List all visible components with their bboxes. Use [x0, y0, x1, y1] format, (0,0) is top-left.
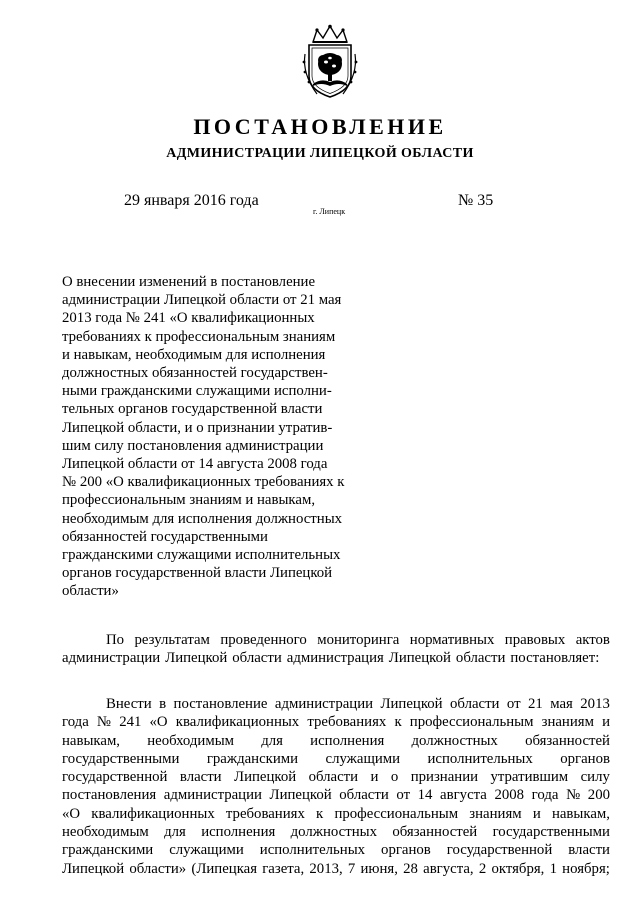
paragraph-line: администрации Липецкой области администрация Липецкой области постановляет: [62, 650, 600, 667]
document-date: 29 января 2016 года [124, 192, 259, 209]
subject-line: органов государственной власти Липецкой [62, 565, 333, 582]
subject-line: администрации Липецкой области от 21 мая [62, 292, 342, 309]
paragraph-line: Липецкой области» (Липецкая газета, 2013, 7 июня, 28 августа, 2 октября, 1 ноября; [62, 860, 610, 877]
subject-line: области» [62, 583, 119, 600]
paragraph-line: необходимым для исполнения должностных обязанностей государственными [62, 824, 610, 841]
document-subject [62, 273, 362, 601]
preamble-paragraph [62, 631, 610, 668]
subject-line: обязанностей государственными [62, 528, 268, 545]
subject-line: шим силу постановления администрации [62, 437, 324, 454]
coat-of-arms-emblem [299, 24, 361, 100]
subject-line: О внесении изменений в постановление [62, 274, 316, 290]
paragraph-line: навыкам, необходимым для исполнения должностных обязанностей [62, 732, 610, 749]
subject-line: профессиональным знаниям и навыкам, [62, 492, 316, 509]
subject-line: Липецкой области от 14 августа 2008 года [62, 456, 328, 473]
paragraph-line: Внести в постановление администрации Липецкой области от 21 мая 2013 [106, 696, 610, 712]
paragraph-line: «О квалификационных требованиях к профессиональным знаниям и навыкам, [62, 805, 610, 822]
paragraph-line: года № 241 «О квалификационных требованиях к профессиональным знаниям и [62, 714, 610, 731]
paragraph-line: постановления администрации Липецкой области от 14 августа 2008 года № 200 [62, 787, 610, 804]
subject-line: 2013 года № 241 «О квалификационных [62, 310, 315, 327]
subject-line: тельных органов государственной власти [62, 401, 323, 418]
resolution-paragraph [62, 695, 610, 878]
paragraph-line: гражданскими служащими исполнительных органов государственной власти [62, 842, 610, 859]
paragraph-line: государственными гражданскими служащими исполнительных органов [62, 750, 610, 767]
document-subtitle: АДМИНИСТРАЦИИ ЛИПЕЦКОЙ ОБЛАСТИ [166, 146, 474, 161]
subject-line: должностных обязанностей государствен- [62, 365, 328, 382]
subject-line: ными гражданскими служащими исполни- [62, 383, 332, 400]
document-city: г. Липецк [313, 207, 346, 216]
document-number: № 35 [458, 192, 494, 209]
subject-line: требованиях к профессиональным знаниям [62, 328, 336, 345]
subject-line: и навыкам, необходимым для исполнения [62, 346, 326, 363]
subject-line: Липецкой области, и о признании утратив- [62, 419, 333, 436]
document-title: ПОСТАНОВЛЕНИЕ [193, 114, 447, 139]
paragraph-line: государственной власти Липецкой области и о признании утратившим силу [62, 769, 610, 786]
subject-line: № 200 «О квалификационных требованиях к [62, 474, 345, 491]
subject-line: необходимым для исполнения должностных [62, 510, 343, 527]
paragraph-line: По результатам проведенного мониторинга нормативных правовых актов [106, 632, 610, 648]
subject-line: гражданскими служащими исполнительных [62, 547, 341, 564]
